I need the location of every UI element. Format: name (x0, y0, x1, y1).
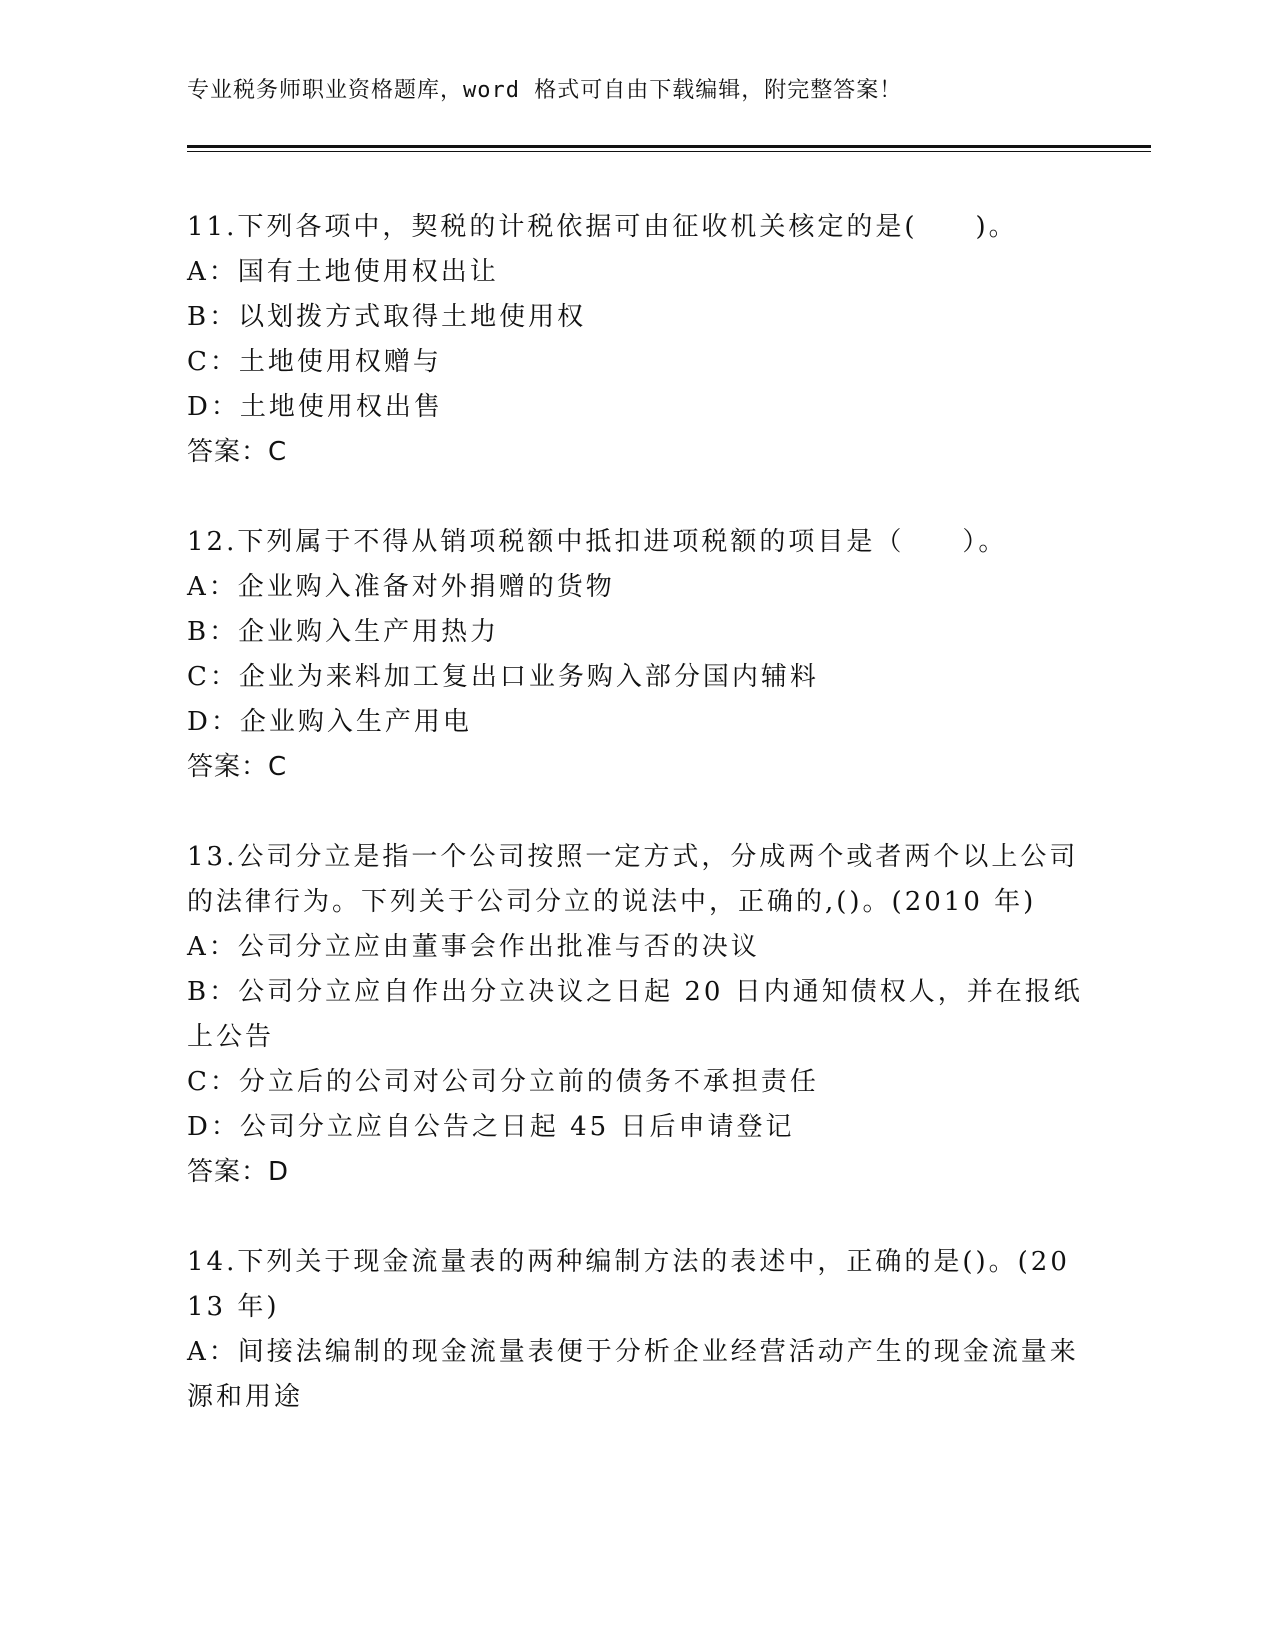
page-header: 专业税务师职业资格题库，word 格式可自由下载编辑，附完整答案！ (187, 78, 903, 103)
question-stem: 14.下列关于现金流量表的两种编制方法的表述中，正确的是()。(2013 年) (187, 1247, 1070, 1322)
option-a: A：国有土地使用权出让 (187, 257, 499, 287)
option-a: A：企业购入准备对外捐赠的货物 (187, 572, 615, 602)
option-d: D：企业购入生产用电 (187, 707, 472, 737)
question-12 (187, 520, 1087, 790)
question-14 (187, 1240, 1087, 1420)
option-d: D：公司分立应自公告之日起 45 日后申请登记 (187, 1112, 795, 1142)
answer: 答案：D (187, 1157, 290, 1187)
option-b: B：企业购入生产用热力 (187, 617, 500, 647)
question-stem: 12.下列属于不得从销项税额中抵扣进项税额的项目是（ ）。 (187, 527, 1008, 557)
option-c: C：土地使用权赠与 (187, 347, 442, 377)
question-11 (187, 205, 1087, 475)
answer: 答案：C (187, 752, 288, 782)
header-rule-thin (187, 151, 1151, 152)
question-stem: 11.下列各项中，契税的计税依据可由征收机关核定的是( )。 (187, 212, 1018, 242)
answer: 答案：C (187, 437, 288, 467)
option-a: A：间接法编制的现金流量表便于分析企业经营活动产生的现金流量来源和用途 (187, 1337, 1079, 1412)
question-list (187, 205, 1087, 1465)
header-rule-thick (187, 145, 1151, 148)
question-13 (187, 835, 1087, 1195)
option-c: C：分立后的公司对公司分立前的债务不承担责任 (187, 1067, 819, 1097)
question-stem: 13.公司分立是指一个公司按照一定方式，分成两个或者两个以上公司的法律行为。下列关于公司分立的说法中，正确的,()。(2010 年) (187, 842, 1079, 917)
option-c: C：企业为来料加工复出口业务购入部分国内辅料 (187, 662, 819, 692)
option-d: D：土地使用权出售 (187, 392, 443, 422)
option-b: B：公司分立应自作出分立决议之日起 20 日内通知债权人，并在报纸上公告 (187, 977, 1083, 1052)
option-a: A：公司分立应由董事会作出批准与否的决议 (187, 932, 760, 962)
option-b: B：以划拨方式取得土地使用权 (187, 302, 587, 332)
